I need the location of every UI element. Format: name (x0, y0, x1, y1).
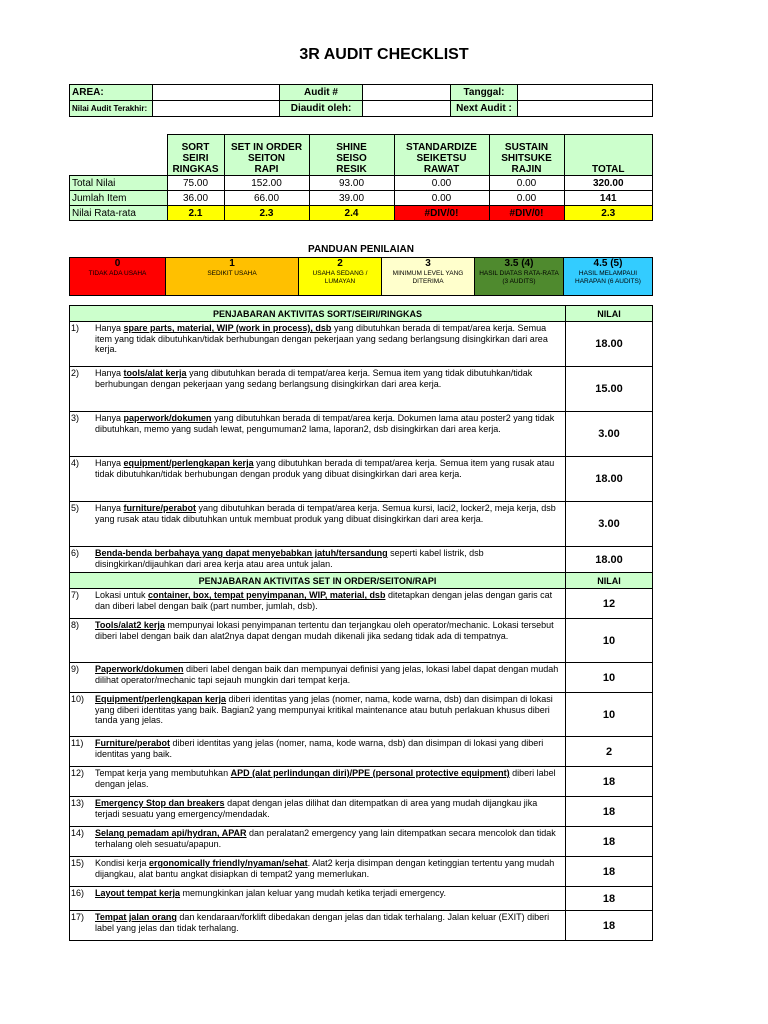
cell: 2.1 (167, 206, 224, 221)
auditor-field[interactable] (363, 101, 451, 117)
item-number: 11) (70, 737, 92, 767)
scale-num: 0 (114, 258, 121, 269)
scale-desc: MINIMUM LEVEL YANG DITERIMA (392, 270, 464, 285)
item-text-post: dapat dengan jelas dilihat dan ditempatkan di area yang mudah dijangkau jika terjadi sesuatu yang emergency/mendadak. (95, 798, 538, 819)
item-text-pre: Hanya (95, 503, 124, 513)
cell: 2.4 (309, 206, 394, 221)
item-number: 7) (70, 589, 92, 619)
col-set-in-order (224, 135, 309, 176)
cell: 0.00 (489, 191, 564, 206)
item-text-post: yang dibutuhkan berada di tempat/area kerja. Semua item yang tidak dibutuhkan/tidak berhubungan dengan pekerjaan yang sedang berlangsung disingkirkan dari area kerja. (95, 323, 548, 354)
item-number: 1) (70, 322, 92, 367)
summary-corner (70, 135, 168, 176)
col-header-text: STANDARDIZE SEIKETSU RAWAT (406, 142, 477, 175)
scale-num: 1 (229, 258, 235, 269)
item-key-phrase: Layout tempat kerja (95, 888, 181, 898)
item-text-pre: Hanya (95, 458, 124, 468)
item-description (91, 367, 566, 412)
item-number: 13) (70, 797, 92, 827)
item-text-post: mempunyai lokasi penyimpanan tertentu dan terjangkau oleh operator/mechanic. Lokasi tersebut diberi label dengan baik dan alat2nya dapat dengan mudah dikenali jika sedang tidak ada di tempatnya. (95, 620, 554, 641)
cell: 0.00 (489, 176, 564, 191)
nilai-header: NILAI (566, 306, 653, 322)
item-number: 8) (70, 619, 92, 663)
scale-num: 2 (337, 258, 343, 269)
item-score[interactable]: 10 (566, 663, 653, 693)
scale-desc: USAHA SEDANG / LUMAYAN (312, 270, 368, 285)
activity-row (70, 619, 653, 663)
cell: 2.3 (564, 206, 653, 221)
summary-row-rata-rata (70, 206, 653, 221)
page-title: 3R AUDIT CHECKLIST (299, 46, 469, 63)
item-text-post: seperti kabel listrik, dsb disingkirkan/dijauhkan dari area kerja atau area untuk jalan. (95, 548, 484, 569)
cell: 93.00 (309, 176, 394, 191)
activities-table (69, 305, 653, 941)
item-description (91, 767, 566, 797)
scale-desc: SEDIKIT USAHA (207, 270, 257, 277)
item-key-phrase: Paperwork/dokumen (95, 664, 184, 674)
nilai-header: NILAI (566, 573, 653, 589)
activity-row (70, 887, 653, 911)
activity-row (70, 367, 653, 412)
activity-row (70, 322, 653, 367)
item-score[interactable]: 18 (566, 797, 653, 827)
item-key-phrase: Equipment/perlengkapan kerja (95, 694, 227, 704)
item-number: 9) (70, 663, 92, 693)
item-number: 3) (70, 412, 92, 457)
row-label: Nilai Rata-rata (70, 206, 168, 221)
item-number: 14) (70, 827, 92, 857)
item-description (91, 887, 566, 911)
item-score[interactable]: 18.00 (566, 322, 653, 367)
item-key-phrase: paperwork/dokumen (123, 413, 212, 423)
cell: 0.00 (394, 191, 489, 206)
cell: #DIV/0! (489, 206, 564, 221)
item-text-post: memungkinkan jalan keluar yang mudah ketika terjadi emergency. (180, 888, 447, 898)
last-audit-label: Nilai Audit Terakhir: (70, 101, 153, 117)
area-field[interactable] (153, 85, 280, 101)
next-audit-field[interactable] (518, 101, 653, 117)
scale-num: 4.5 (5) (593, 258, 623, 269)
scale-level (70, 258, 166, 296)
cell: 0.00 (394, 176, 489, 191)
cell: 152.00 (224, 176, 309, 191)
item-text-post: yang dibutuhkan berada di tempat/area kerja. Semua kursi, laci2, locker2, meja kerja, dsb yang rusak atau tidak dibutuhkan untuk membuat produk yang dibuat disingkirkan dari area kerja. (95, 503, 556, 524)
cell: 36.00 (167, 191, 224, 206)
item-score[interactable]: 3.00 (566, 502, 653, 547)
section-title: PENJABARAN AKTIVITAS SORT/SEIRI/RINGKAS (70, 306, 566, 322)
col-sort (167, 135, 224, 176)
item-description (91, 827, 566, 857)
item-score[interactable]: 10 (566, 619, 653, 663)
area-label: AREA: (70, 85, 153, 101)
col-header-text: SUSTAIN SHITSUKE RAJIN (501, 142, 552, 175)
item-text-pre: Hanya (95, 413, 124, 423)
item-text-post: yang dibutuhkan berada di tempat/area kerja. Dokumen lama atau poster2 yang tidak dibutuhkan, memo yang sudah lewat, pengumuman2 lama, laporan2, dsb disingkirkan dari area kerja. (95, 413, 555, 434)
item-score[interactable]: 18 (566, 857, 653, 887)
cell: 141 (564, 191, 653, 206)
cell: 39.00 (309, 191, 394, 206)
scale-level (299, 258, 382, 296)
sort-section-header (70, 306, 653, 322)
scale-desc: HASIL DIATAS RATA-RATA (3 AUDITS) (479, 270, 559, 285)
col-shine (309, 135, 394, 176)
scale-level (564, 258, 653, 296)
activity-row (70, 857, 653, 887)
row-label: Jumlah Item (70, 191, 168, 206)
item-number: 12) (70, 767, 92, 797)
section-title: PENJABARAN AKTIVITAS SET IN ORDER/SEITON/RAPI (70, 573, 566, 589)
item-text-pre: Hanya (95, 368, 124, 378)
item-score[interactable]: 18.00 (566, 457, 653, 502)
item-text-post: dan kendaraan/forklift dibedakan dengan jelas dan tidak terhalang. Jalan keluar (EXIT) diberi label yang jelas dan tidak terhalang. (95, 912, 550, 933)
activity-row (70, 457, 653, 502)
item-number: 15) (70, 857, 92, 887)
item-text-pre: Hanya (95, 323, 124, 333)
item-score[interactable]: 18 (566, 767, 653, 797)
item-number: 5) (70, 502, 92, 547)
cell: #DIV/0! (394, 206, 489, 221)
item-description (91, 693, 566, 737)
item-key-phrase: spare parts, material, WIP (work in process), dsb (123, 323, 332, 333)
col-header-text: SORT SEIRI RINGKAS (172, 142, 219, 175)
item-score[interactable]: 18 (566, 911, 653, 941)
activity-row (70, 911, 653, 941)
summary-row-jumlah-item (70, 191, 653, 206)
scale-level (475, 258, 564, 296)
item-number: 2) (70, 367, 92, 412)
item-number: 4) (70, 457, 92, 502)
cell: 320.00 (564, 176, 653, 191)
item-text-post: diberi identitas yang jelas (nomer, nama, kode warna, dsb) dan disimpan di lokasi yang diberi identitas yang baik. Bagian2 yang mempunyai kritikal maintenance atau butuh perlakuan khusus diberi tanda yang jelas. (95, 694, 553, 725)
audit-no-label: Audit # (280, 85, 363, 101)
header-table (69, 84, 653, 117)
item-description (91, 502, 566, 547)
item-text-pre: Kondisi kerja (95, 858, 150, 868)
activity-row (70, 827, 653, 857)
scale-num: 3.5 (4) (504, 258, 534, 269)
col-header-text: SET IN ORDER SEITON RAPI (230, 142, 303, 175)
item-key-phrase: Benda-benda berbahaya yang dapat menyebabkan jatuh/tersandung (95, 548, 388, 558)
item-score[interactable]: 10 (566, 693, 653, 737)
scale-desc: HASIL MELAMPAUI HARAPAN (6 AUDITS) (575, 270, 641, 285)
item-key-phrase: Furniture/perabot (95, 738, 171, 748)
scale-desc: TIDAK ADA USAHA (88, 270, 147, 277)
tanggal-label: Tanggal: (451, 85, 518, 101)
item-description (91, 857, 566, 887)
activity-row (70, 502, 653, 547)
item-text-post: diberi label dengan baik dan mempunyai definisi yang jelas, lokasi label dapat dengan mudah dilihat operator/mechanic tapi sejauh mungkin dari tempat kerja. (95, 664, 559, 685)
item-key-phrase: furniture/perabot (123, 503, 197, 513)
item-score[interactable]: 12 (566, 589, 653, 619)
item-text-pre: Tempat kerja yang membutuhkan (95, 768, 231, 778)
summary-row-total-nilai (70, 176, 653, 191)
activity-row (70, 767, 653, 797)
item-number: 6) (70, 547, 92, 573)
item-key-phrase: container, box, tempat penyimpanan, WIP, material, dsb (148, 590, 386, 600)
col-standardize (394, 135, 489, 176)
col-header-text: SHINE SEISO RESIK (336, 142, 367, 175)
panduan-title: PANDUAN PENILAIAN (308, 244, 414, 255)
item-description (91, 412, 566, 457)
item-description (91, 911, 566, 941)
item-score[interactable]: 2 (566, 737, 653, 767)
activity-row (70, 412, 653, 457)
activity-row (70, 589, 653, 619)
item-description (91, 457, 566, 502)
scale-num: 3 (425, 258, 431, 269)
scale-level (382, 258, 475, 296)
item-text-post: yang dibutuhkan berada di tempat/area kerja. Semua item yang rusak atau tidak dibutuhkan/tidak berhubungan dengan produk yang dibuat disingkirkan dari area kerja. (95, 458, 555, 479)
item-text-post: ditetapkan dengan jelas dengan garis cat dan diberi label dengan baik (part number, jumlah, dsb). (95, 590, 553, 611)
auditor-label: Diaudit oleh: (280, 101, 363, 117)
item-text-post: diberi identitas yang jelas (nomer, nama, kode warna, dsb) dan disimpan di lokasi yang diberi identitas yang baik. (95, 738, 544, 759)
col-total (564, 135, 653, 176)
item-score[interactable]: 18.00 (566, 547, 653, 573)
item-description (91, 797, 566, 827)
item-key-phrase: APD (alat perlindungan diri)/PPE (personal protective equipment) (230, 768, 510, 778)
last-audit-field[interactable] (153, 101, 280, 117)
item-key-phrase: Tools/alat2 kerja (95, 620, 165, 630)
col-header-text: TOTAL (592, 164, 625, 175)
cell: 66.00 (224, 191, 309, 206)
item-key-phrase: ergonomically friendly/nyaman/sehat (149, 858, 308, 868)
item-key-phrase: Tempat jalan orang (95, 912, 177, 922)
item-text-pre: Lokasi untuk (95, 590, 149, 600)
item-description (91, 322, 566, 367)
next-audit-label: Next Audit : (451, 101, 518, 117)
item-description (91, 737, 566, 767)
item-score[interactable]: 18 (566, 887, 653, 911)
item-score[interactable]: 3.00 (566, 412, 653, 457)
item-text-post: diberi label dengan jelas. (95, 768, 556, 789)
activity-row (70, 547, 653, 573)
summary-table (69, 134, 653, 221)
cell: 75.00 (167, 176, 224, 191)
item-number: 17) (70, 911, 92, 941)
item-key-phrase: tools/alat kerja (123, 368, 187, 378)
activity-row (70, 693, 653, 737)
item-score[interactable]: 18 (566, 827, 653, 857)
item-text-post: . Alat2 kerja disimpan dengan ketinggian tertentu yang mudah dijangkau, alat bantu angkat disiapkan di tempat2 yang memerlukan. (95, 858, 555, 879)
activity-row (70, 663, 653, 693)
audit-no-field[interactable] (363, 85, 451, 101)
activity-row (70, 797, 653, 827)
row-label: Total Nilai (70, 176, 168, 191)
item-key-phrase: equipment/perlengkapan kerja (123, 458, 254, 468)
tanggal-field[interactable] (518, 85, 653, 101)
item-text-post: yang dibutuhkan berada di tempat/area kerja. Semua item yang tidak dibutuhkan/tidak berhubungan dengan pekerjaan yang sedang berlangsung disingkirkan dari area kerja. (95, 368, 533, 389)
cell: 2.3 (224, 206, 309, 221)
item-description (91, 547, 566, 573)
scoring-guide (69, 257, 653, 296)
item-key-phrase: Emergency Stop dan breakers (95, 798, 225, 808)
item-text-post: dan peralatan2 emergency yang lain ditempatkan secara mencolok dan tidak terhalang oleh sesuatu/apapun. (95, 828, 556, 849)
item-score[interactable]: 15.00 (566, 367, 653, 412)
scale-level (166, 258, 299, 296)
set-section-header (70, 573, 653, 589)
activity-row (70, 737, 653, 767)
item-key-phrase: Selang pemadam api/hydran, APAR (95, 828, 247, 838)
item-number: 10) (70, 693, 92, 737)
col-sustain (489, 135, 564, 176)
item-description (91, 619, 566, 663)
item-description (91, 589, 566, 619)
item-description (91, 663, 566, 693)
item-number: 16) (70, 887, 92, 911)
